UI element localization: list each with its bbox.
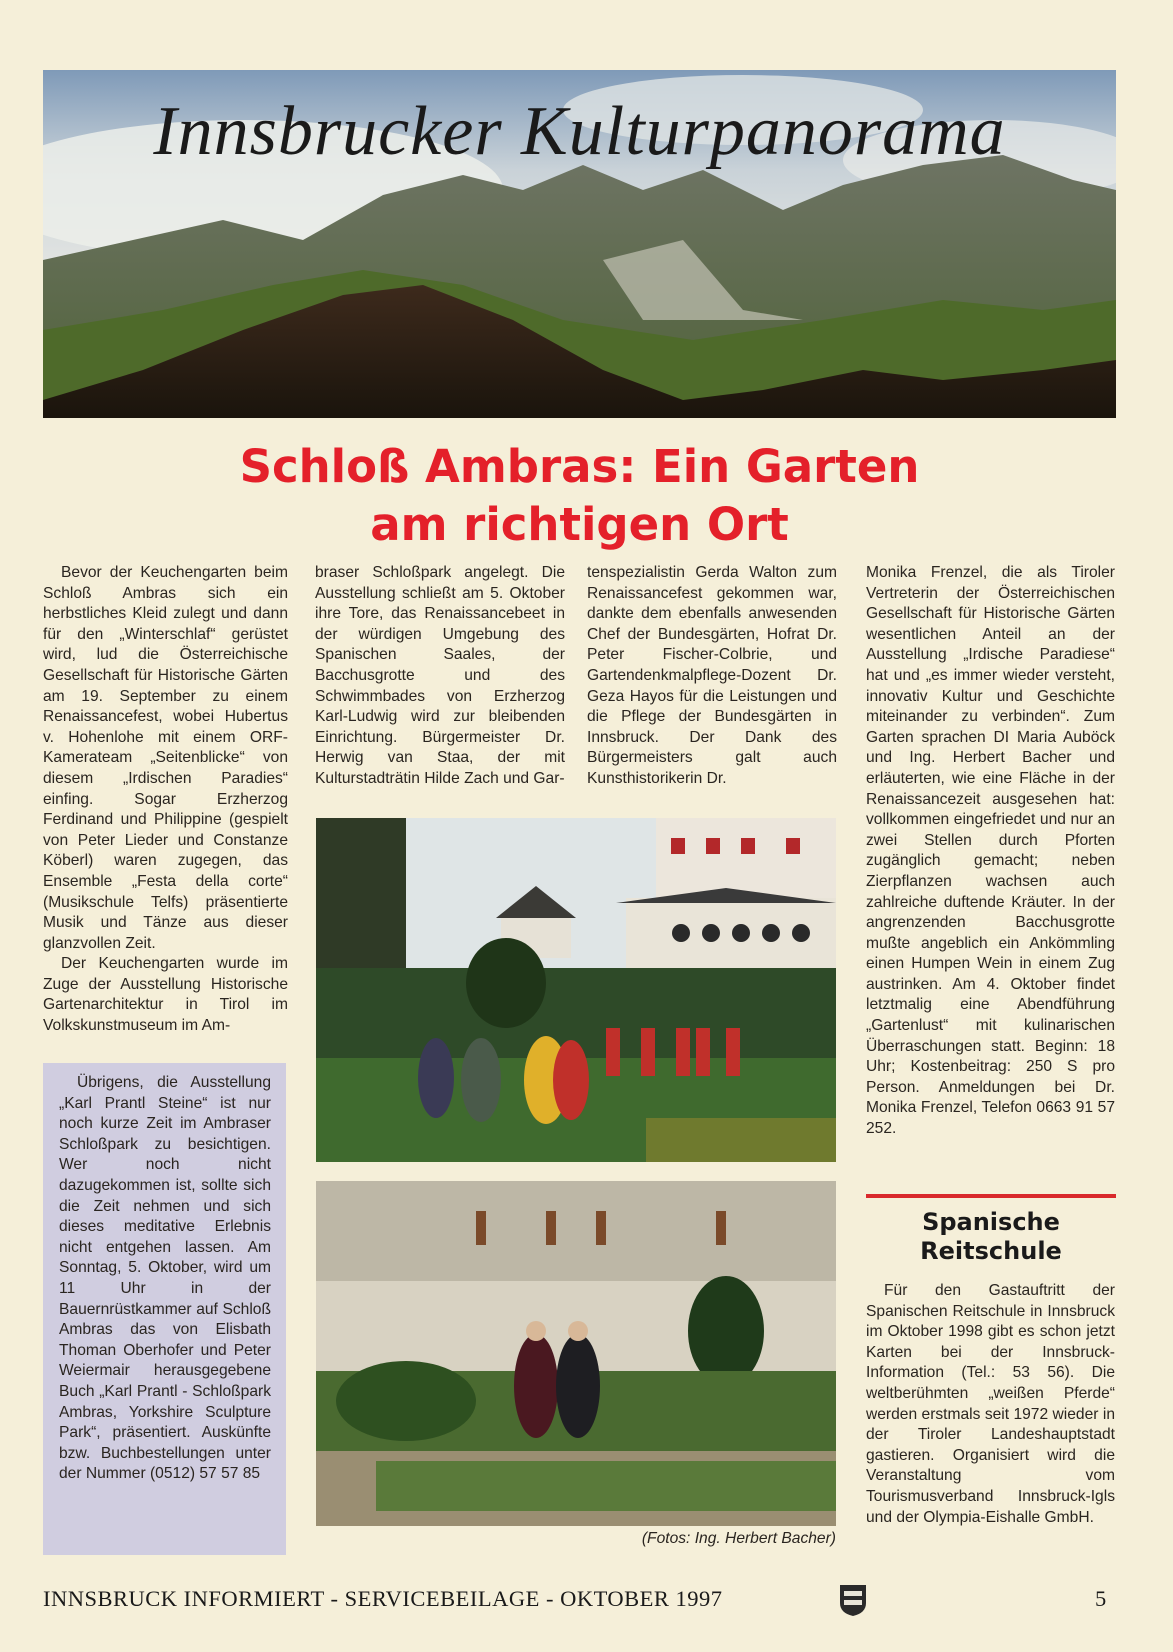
column-3-paragraph: tenspezialistin Gerda Walton zum Renaissancefest gekommen war, dankte dem ebenfalls anwesenden Chef der Bundesgärten, Hofrat Dr. Peter Fischer-Colbrie, und Gartendenkmalpflege-Dozent Dr. Geza Hayos für die Leistungen und die Pflege der Bundesgärten in Innsbruck. Der Dank des Bürgermeisters galt auch Kunsthistorikerin Dr. [587,564,837,787]
page-number: 5 [1095,1586,1107,1611]
column-3 [587,563,837,790]
reitschule-paragraph: Für den Gastauftritt der Spanischen Reitschule in Innsbruck im Oktober 1998 gibt es schon jetzt Karten bei der Innsbruck-Information (Tel.: 53 56). Die weltberühmten „weißen Pferde“ werden erstmals seit 1972 wieder in der Tiroler Landeshauptstadt gastieren. Organisiert wird die Veranstaltung vom Tourismusverband Innsbruck-Igls und der Olympia-Eishalle GmbH. [866,1282,1115,1526]
banner-image [43,70,1116,418]
photo-garden-couple [316,1181,836,1526]
info-sidebar [43,1063,286,1555]
section-divider [866,1194,1116,1198]
city-crest-icon [838,1583,868,1617]
column-2 [315,563,565,790]
photo-renaissance-dance [316,818,836,1162]
photo-caption: (Fotos: Ing. Herbert Bacher) [641,1530,836,1547]
reitschule-column [866,1281,1115,1528]
column-4 [866,563,1115,1140]
banner-title: Innsbrucker Kulturpanorama [153,93,1006,170]
article-headline [43,438,1116,554]
headline-line-1: Schloß Ambras: Ein Garten [239,440,920,493]
section-title-line-1: Spanische [922,1208,1060,1236]
section-title [866,1208,1116,1266]
column-4-paragraph: Monika Frenzel, die als Tiroler Vertreterin der Österreichischen Gesellschaft für Historische Gärten wesentlichen Anteil an der Ausstellung „Irdische Paradiese“ hat und „es immer wieder versteht, innovativ Kultur und Geschichte miteinander zu verbinden“. Zum Garten sprachen DI Maria Auböck und Ing. Herbert Bacher und erläuterten, wie eine Fläche in der Renaissancezeit ausgesehen hat: vollkommen eingefriedet und nur an zwei Stellen durch Pforten zugänglich gemacht; neben Zierpflanzen wachsen auch zahlreiche duftende Kräuter. In der angrenzenden Bacchusgrotte mußte angeblich ein Ankömmling einen Humpen Wein in einem Zug austrinken. Am 4. Oktober findet letztmalig eine Abendführung „Gartenlust“ mit kulinarischen Überraschungen statt. Beginn: 18 Uhr; Kostenbeitrag: 250 S pro Person. Anmeldungen bei Dr. Monika Frenzel, Telefon 0663 91 57 252. [866,564,1115,1138]
page-footer: INNSBRUCK INFORMIERT - SERVICEBEILAGE - OKTOBER 1997 [43,1586,723,1611]
column-1-paragraph-1: Bevor der Keuchengarten beim Schloß Ambras sich ein herbstliches Kleid zulegt und dann für den „Winterschlaf“ gerüstet wird, lud die Österreichische Gesellschaft für Historische Gärten am 19. September zu einem Renaissancefest, wobei Hubertus v. Hohenlohe mit einem ORF-Kamerateam „Seitenblicke“ von diesem „Irdischen Paradies“ einfing. Sogar Erzherzog Ferdinand und Philippine (gespielt von Peter Lieder und Constanze Köberl) waren zugegen, das Ensemble „Festa della corte“ (Musikschule Telfs) präsentierte Musik und Tänze aus dieser glanzvollen Zeit. [43,564,288,952]
column-1-paragraph-2: Der Keuchengarten wurde im Zuge der Ausstellung Historische Gartenarchitektur in Tirol im Volkskunstmuseum im Am- [43,955,288,1035]
section-title-line-2: Reitschule [920,1237,1062,1265]
column-1 [43,563,288,1037]
column-2-paragraph: braser Schloßpark angelegt. Die Ausstellung schließt am 5. Oktober ihre Tore, das Renaissancebeet in der würdigen Umgebung des Spanischen Saales, der Bacchusgrotte und des Schwimmbades von Erzherzog Karl-Ludwig wird zur bleibenden Einrichtung. Bürgermeister Dr. Herwig van Staa, der mit Kulturstadträtin Hilde Zach und Gar- [315,564,565,787]
sidebar-text: Übrigens, die Ausstellung „Karl Prantl Steine“ ist nur noch kurze Zeit im Ambraser Schloßpark zu besichtigen. Wer noch nicht dazugekommen ist, sollte sich die Zeit nehmen und sich dieses meditative Erlebnis nicht entgehen lassen. Am Sonntag, 5. Oktober, wird um 11 Uhr in der Bauernrüstkammer auf Schloß Ambras das von Elisbath Thoman Oberhofer und Peter Weiermair herausgegebene Buch „Karl Prantl - Schloßpark Ambras, Yorkshire Sculpture Park“, präsentiert. Auskünfte bzw. Buchbestellungen unter der Nummer (0512) 57 57 85 [59,1074,271,1483]
headline-line-2: am richtigen Ort [370,498,789,551]
